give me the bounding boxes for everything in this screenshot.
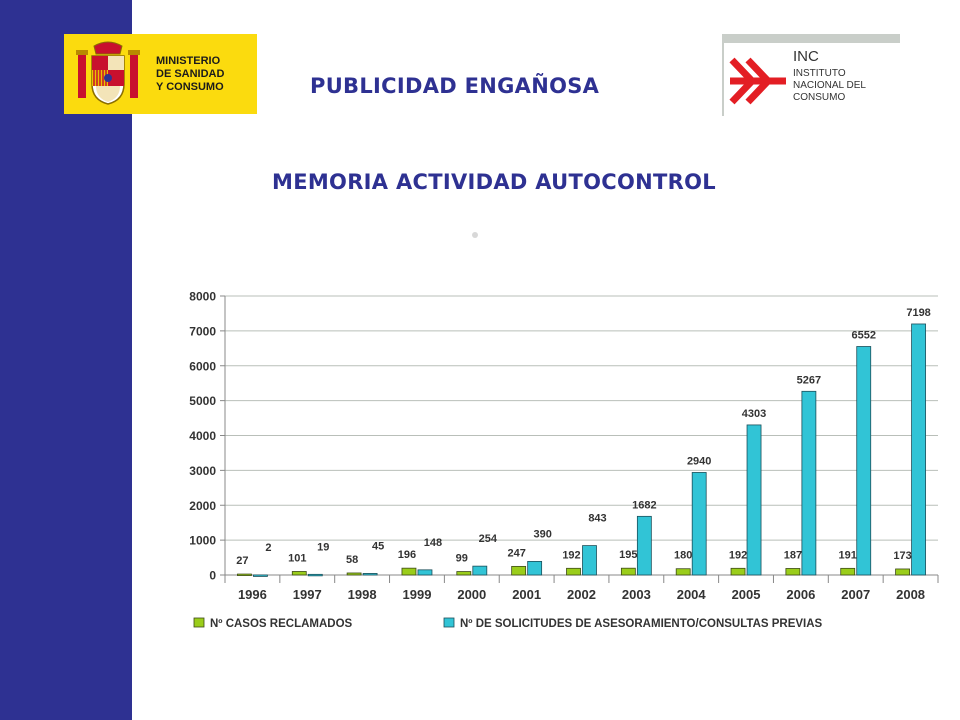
inc-logo-bar: [722, 34, 900, 43]
bar-solicitudes: [857, 346, 871, 575]
data-label-solicitudes: 390: [533, 528, 552, 541]
x-tick-label: 2006: [786, 587, 816, 602]
y-tick-label: 5000: [189, 394, 216, 409]
bar-reclamados: [292, 571, 306, 575]
page-subtitle: MEMORIA ACTIVIDAD AUTOCONTROL: [272, 170, 716, 194]
x-tick-label: 2005: [731, 587, 761, 602]
x-tick-label: 2000: [457, 587, 487, 602]
data-label-solicitudes: 4303: [741, 407, 767, 420]
data-label-solicitudes: 19: [317, 541, 330, 554]
bar-reclamados: [786, 568, 800, 575]
y-tick-label: 6000: [189, 359, 216, 374]
inc-logo: [722, 34, 902, 116]
ministerio-logo: [64, 34, 257, 114]
data-label-solicitudes: 2: [265, 541, 272, 554]
inc-line-2: NACIONAL DEL: [793, 80, 866, 91]
inc-name: [793, 68, 866, 104]
x-tick-label: 2004: [676, 587, 706, 602]
x-tick-label: 2007: [841, 587, 871, 602]
data-label-reclamados: 173: [893, 549, 912, 562]
y-tick-label: 3000: [189, 463, 216, 478]
inc-line-3: CONSUMO: [793, 92, 846, 103]
coat-of-arms-icon: [76, 40, 140, 108]
x-tick-label: 1998: [347, 587, 377, 602]
data-label-reclamados: 180: [674, 549, 693, 562]
bar-solicitudes: [637, 516, 651, 575]
data-label-solicitudes: 2940: [686, 455, 712, 468]
data-label-reclamados: 27: [236, 555, 249, 568]
y-tick-label: 4000: [189, 429, 216, 443]
y-tick-label: 1000: [189, 533, 216, 548]
x-tick-label: 1997: [292, 587, 322, 602]
x-tick-label: 2008: [896, 587, 926, 602]
bar-reclamados: [676, 569, 690, 575]
y-tick-label: 8000: [189, 289, 216, 304]
data-label-reclamados: 99: [455, 552, 468, 565]
bar-reclamados: [896, 569, 910, 575]
bar-solicitudes: [583, 546, 597, 575]
bar-reclamados: [347, 573, 361, 575]
y-tick-label: 7000: [189, 324, 216, 339]
data-label-reclamados: 192: [562, 549, 581, 562]
y-tick-label: 2000: [189, 498, 216, 513]
ministerio-line-1: MINISTERIO: [156, 55, 221, 67]
bar-solicitudes: [418, 570, 432, 575]
x-tick-label: 1999: [402, 587, 432, 602]
bar-solicitudes: [912, 324, 926, 575]
data-label-solicitudes: 6552: [851, 329, 876, 342]
data-label-solicitudes: 843: [588, 512, 607, 525]
page-title: PUBLICIDAD ENGAÑOSA: [310, 74, 600, 98]
data-label-solicitudes: 148: [423, 536, 443, 549]
bar-reclamados: [237, 574, 251, 576]
y-tick-label: 0: [209, 568, 216, 583]
bar-solicitudes: [363, 573, 377, 575]
bar-reclamados: [402, 568, 416, 575]
bar-solicitudes: [253, 575, 267, 577]
bar-reclamados: [567, 568, 581, 575]
data-label-solicitudes: 45: [371, 540, 385, 553]
bar-solicitudes: [473, 566, 487, 575]
bar-solicitudes: [747, 425, 761, 575]
legend-label-solicitudes: Nº DE SOLICITUDES DE ASESORAMIENTO/CONSULTAS PREVIAS: [460, 618, 823, 630]
data-label-solicitudes: 254: [478, 533, 497, 546]
data-label-reclamados: 195: [619, 549, 638, 562]
inc-line-1: INSTITUTO: [793, 68, 846, 79]
data-label-reclamados: 187: [783, 549, 803, 562]
legend-swatch-solicitudes: [444, 618, 454, 627]
data-label-solicitudes: 1682: [632, 499, 657, 512]
x-tick-label: 2003: [621, 587, 651, 602]
ministerio-line-3: Y CONSUMO: [156, 81, 224, 93]
bar-reclamados: [731, 568, 745, 575]
data-label-reclamados: 58: [345, 553, 359, 566]
bar-solicitudes: [308, 574, 322, 576]
bar-reclamados: [512, 566, 526, 575]
data-label-reclamados: 247: [507, 547, 526, 560]
legend-swatch-reclamados: [194, 618, 204, 627]
x-tick-label: 1996: [237, 587, 267, 602]
bar-reclamados: [621, 568, 635, 575]
x-tick-label: 2001: [512, 587, 542, 602]
data-label-reclamados: 196: [397, 549, 417, 562]
bar-solicitudes: [528, 561, 542, 575]
data-label-reclamados: 191: [838, 549, 857, 562]
bar-solicitudes: [802, 391, 816, 575]
decorative-dot: [472, 232, 478, 238]
inc-logo-line: [722, 43, 724, 116]
inc-mark-icon: [728, 56, 788, 106]
inc-abbr: INC: [793, 48, 819, 65]
data-label-solicitudes: 5267: [796, 374, 822, 387]
bar-reclamados: [457, 572, 471, 575]
bar-reclamados: [841, 568, 855, 575]
bar-solicitudes: [692, 472, 706, 575]
bar-chart: [160, 280, 950, 650]
x-tick-label: 2002: [567, 587, 596, 602]
data-label-reclamados: 192: [728, 549, 748, 562]
data-label-solicitudes: 7198: [906, 306, 931, 319]
data-label-reclamados: 101: [288, 552, 307, 565]
ministerio-line-2: DE SANIDAD: [156, 68, 225, 80]
legend-label-reclamados: Nº CASOS RECLAMADOS: [210, 618, 353, 630]
ministerio-name: [156, 55, 224, 94]
